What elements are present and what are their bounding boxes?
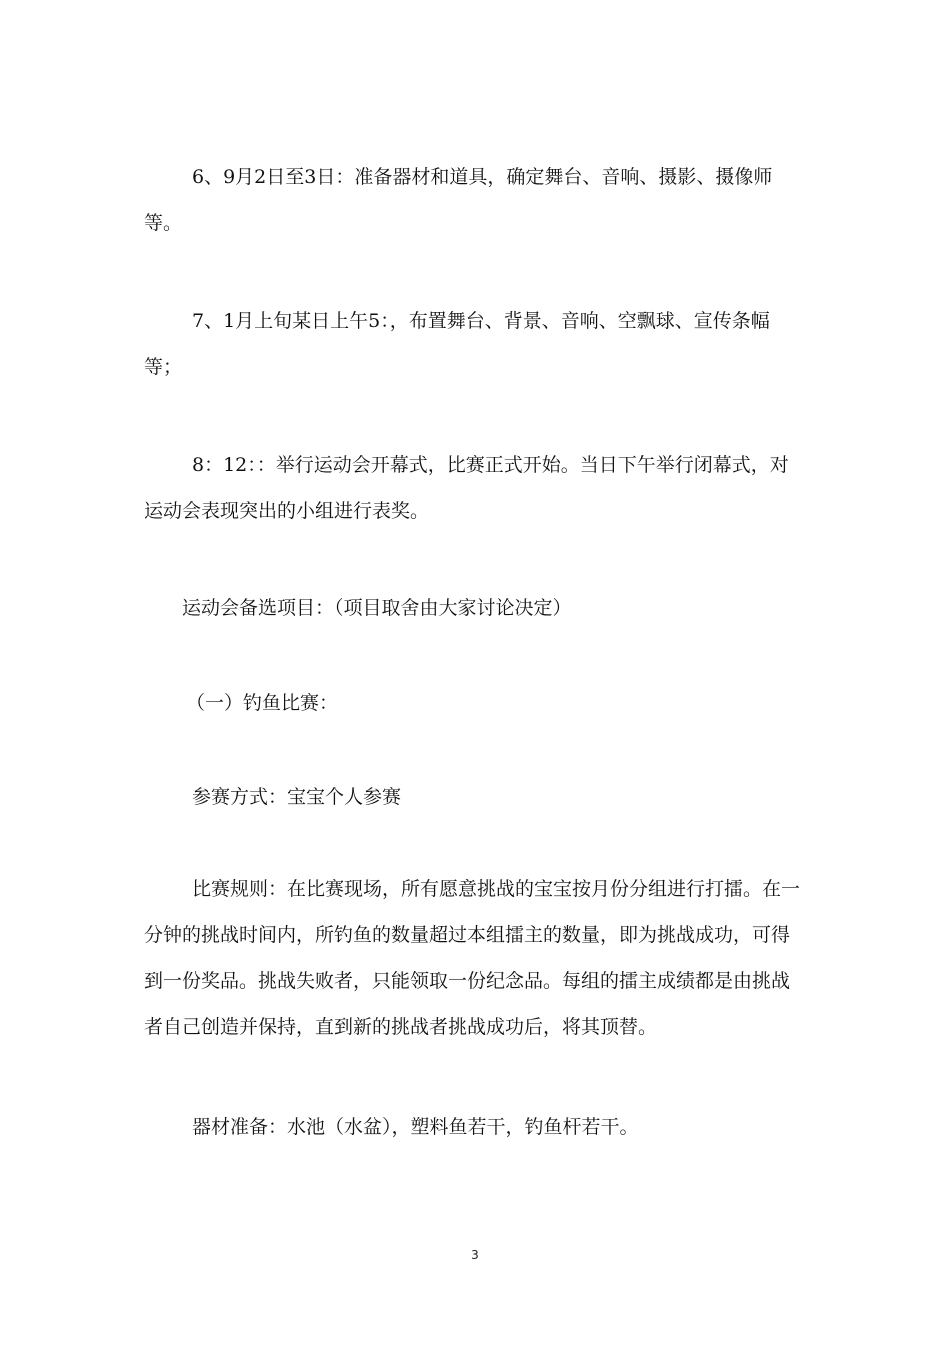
paragraph-alternative-events: 运动会备选项目：（项目取舍由大家讨论决定） [182,597,572,619]
paragraph-schedule-6: 6、9月2日至3日：准备器材和道具，确定舞台、音响、摄影、摄像师等。 [144,166,773,234]
section-heading-fishing: （一）钓鱼比赛： [186,692,339,714]
page-number: 3 [471,1248,479,1262]
paragraph-schedule-7: 7、1月上旬某日上午5：，布置舞台、背景、音响、空飘球、宣传条幅等； [144,310,770,378]
paragraph-rules: 比赛规则：在比赛现场，所有愿意挑战的宝宝按月份分组进行打擂。在一分钟的挑战时间内，所钓鱼的数量超过本组擂主的数量，即为挑战成功，可得到一份奖品。挑战失败者，只能领取一份纪念品。每组的擂主成绩都是由挑战者自己创造并保持，直到新的挑战者挑战成功后，将其顶替。 [144,878,801,1038]
paragraph-participation: 参赛方式：宝宝个人参赛 [192,786,402,808]
paragraph-schedule-8: 8：12：：举行运动会开幕式，比赛正式开始。当日下午举行闭幕式，对运动会表现突出的小组进行表奖。 [144,454,789,522]
paragraph-equipment: 器材准备：水池（水盆），塑料鱼若干，钓鱼杆若干。 [192,1116,639,1138]
